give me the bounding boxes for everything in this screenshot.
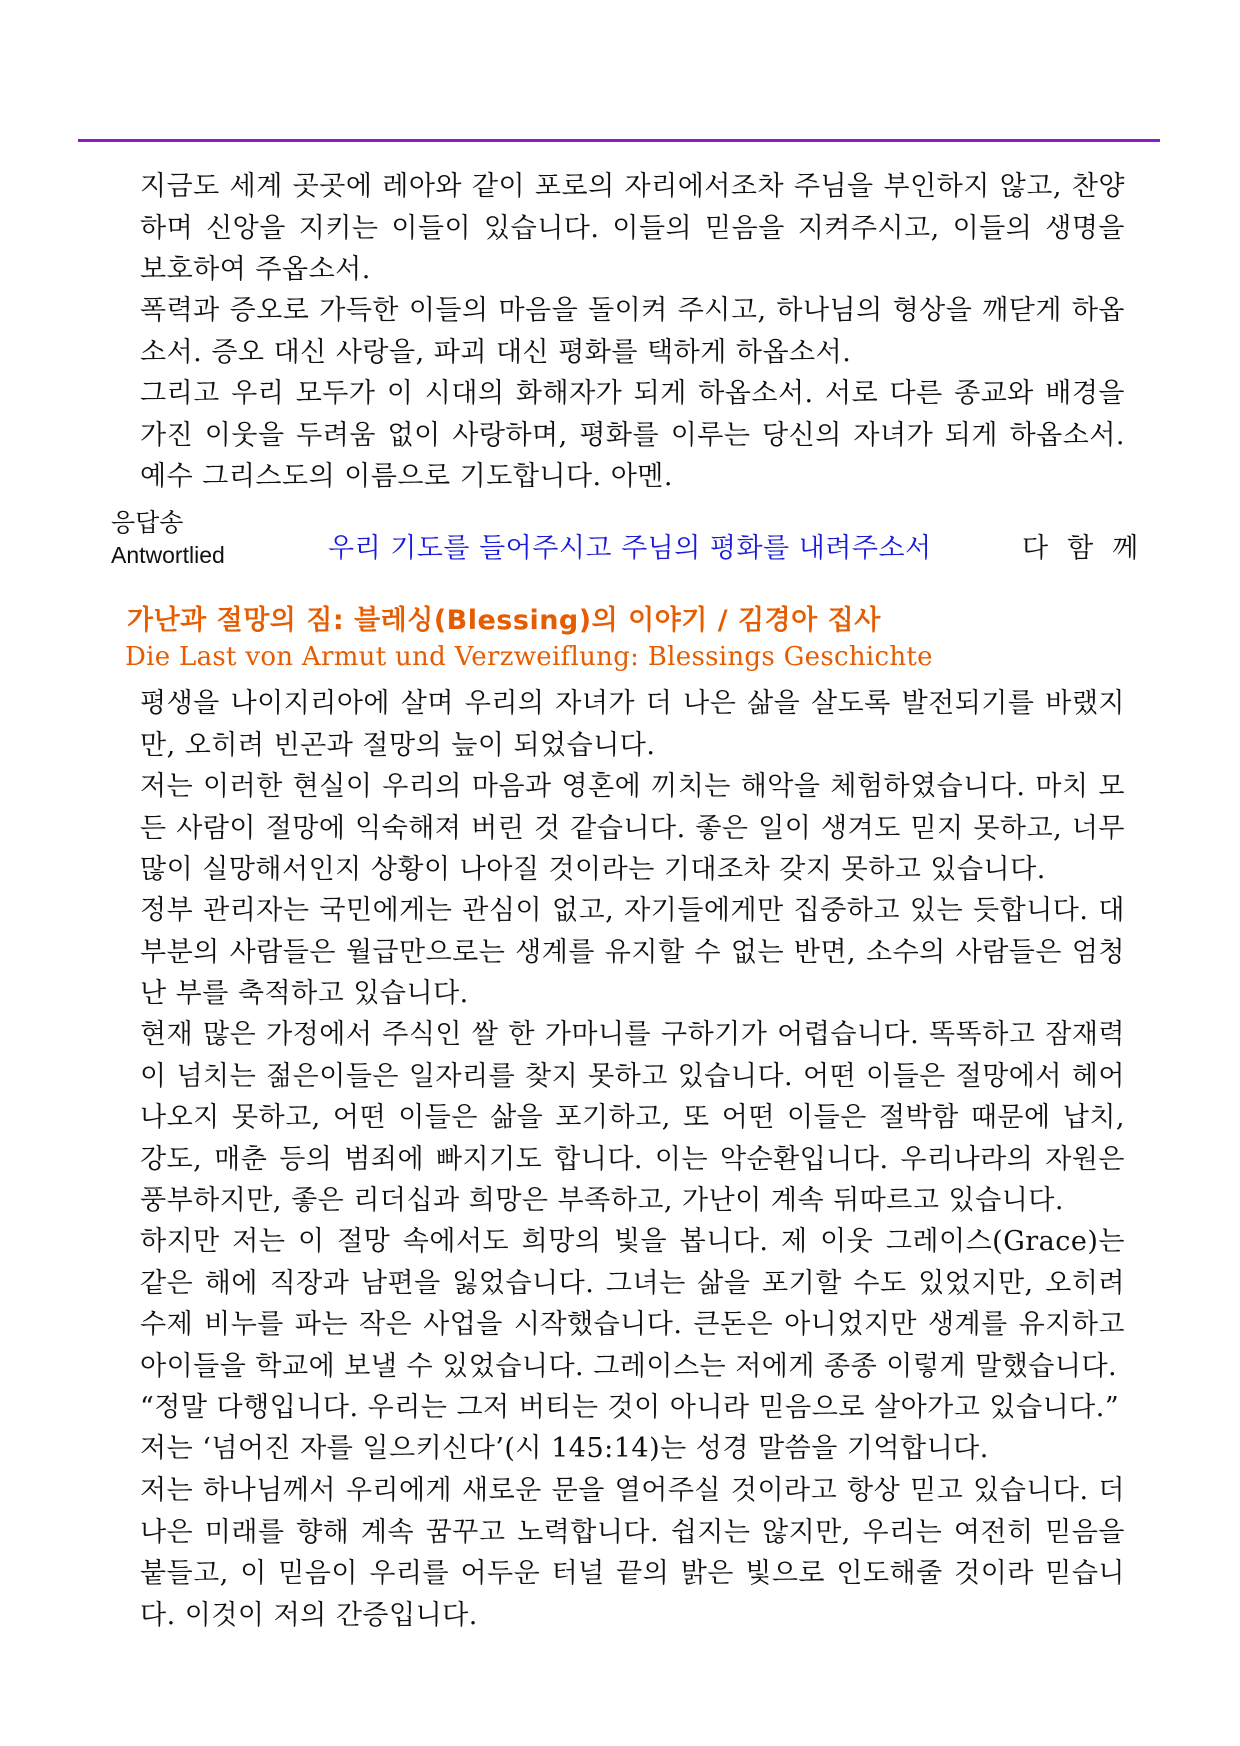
story-paragraph-1: 평생을 나이지리아에 살며 우리의 자녀가 더 나은 삶을 살도록 발전되기를 바랬지만, 오히려 빈곤과 절망의 늪이 되었습니다. <box>140 688 1125 761</box>
story-paragraph-2: 저는 이러한 현실이 우리의 마음과 영혼에 끼치는 해악을 체험하였습니다. 마치 모든 사람이 절망에 익숙해져 버린 것 같습니다. 좋은 일이 생겨도 믿지 못하고, 너무 많이 실망해서인지 상황이 나아질 것이라는 기대조차 갖지 못하고 있습니다. <box>140 771 1125 885</box>
response-label-de: Antwortlied <box>111 542 225 568</box>
story-paragraph-8: 저는 하나님께서 우리에게 새로운 문을 열어주실 것이라고 항상 믿고 있습니다. 더 나은 미래를 향해 계속 꿈꾸고 노력합니다. 쉽지는 않지만, 우리는 여전히 믿음을 붙들고, 이 믿음이 우리를 어두운 터널 끝의 밝은 빛으로 인도해줄 것이라 믿습니다. 이것이 저의 간증입니다. <box>140 1475 1125 1631</box>
story-paragraph-6: “정말 다행입니다. 우리는 그저 버티는 것이 아니라 믿음으로 살아가고 있습니다.” <box>140 1392 1120 1423</box>
story-paragraph-5: 하지만 저는 이 절망 속에서도 희망의 빛을 봅니다. 제 이웃 그레이스(Grace)는 같은 해에 직장과 남편을 잃었습니다. 그녀는 삶을 포기할 수도 있었지만, 오히려 수제 비누를 파는 작은 사업을 시작했습니다. 큰돈은 아니었지만 생계를 유지하고 아이들을 학교에 보낼 수 있었습니다. 그레이스는 저에게 종종 이렇게 말했습니다. <box>140 1226 1125 1382</box>
story-paragraph-4: 현재 많은 가정에서 주식인 쌀 한 가마니를 구하기가 어렵습니다. 똑똑하고 잠재력이 넘치는 젊은이들은 일자리를 찾지 못하고 있습니다. 어떤 이들은 절망에서 헤어나오지 못하고, 어떤 이들은 삶을 포기하고, 또 어떤 이들은 절박함 때문에 납치, 강도, 매춘 등의 범죄에 빠지기도 합니다. 이는 악순환입니다. 우리나라의 자원은 풍부하지만, 좋은 리더십과 희망은 부족하고, 가난이 계속 뒤따르고 있습니다. <box>140 1019 1125 1216</box>
response-label-ko: 응답송 <box>111 508 184 537</box>
prayer-paragraph-2: 폭력과 증오로 가득한 이들의 마음을 돌이켜 주시고, 하나님의 형상을 깨닫게 하옵소서. 증오 대신 사랑을, 파괴 대신 평화를 택하게 하옵소서. <box>140 295 1125 368</box>
response-label <box>111 507 225 571</box>
response-performer: 다함께 <box>1022 533 1158 564</box>
prayer-paragraph-1: 지금도 세계 곳곳에 레아와 같이 포로의 자리에서조차 주님을 부인하지 않고, 찬양하며 신앙을 지키는 이들이 있습니다. 이들의 믿음을 지켜주시고, 이들의 생명을 보호하여 주옵소서. <box>140 171 1125 285</box>
story-title: 가난과 절망의 짐: 블레싱(Blessing)의 이야기 / 김경아 집사 <box>127 605 881 636</box>
top-rule <box>78 139 1160 142</box>
response-song-title: 우리 기도를 들어주시고 주님의 평화를 내려주소서 <box>328 533 932 564</box>
story-paragraph-3: 정부 관리자는 국민에게는 관심이 없고, 자기들에게만 집중하고 있는 듯합니다. 대부분의 사람들은 월급만으로는 생계를 유지할 수 없는 반면, 소수의 사람들은 엄청난 부를 축적하고 있습니다. <box>140 895 1125 1009</box>
story-subtitle: Die Last von Armut und Verzweiflung: Blessings Geschichte <box>125 642 933 672</box>
prayer-paragraph-3: 그리고 우리 모두가 이 시대의 화해자가 되게 하옵소서. 서로 다른 종교와 배경을 가진 이웃을 두려움 없이 사랑하며, 평화를 이루는 당신의 자녀가 되게 하옵소서. 예수 그리스도의 이름으로 기도합니다. 아멘. <box>140 378 1125 492</box>
story-paragraph-7: 저는 ‘넘어진 자를 일으키신다’(시 145:14)는 성경 말씀을 기억합니다. <box>140 1433 989 1464</box>
